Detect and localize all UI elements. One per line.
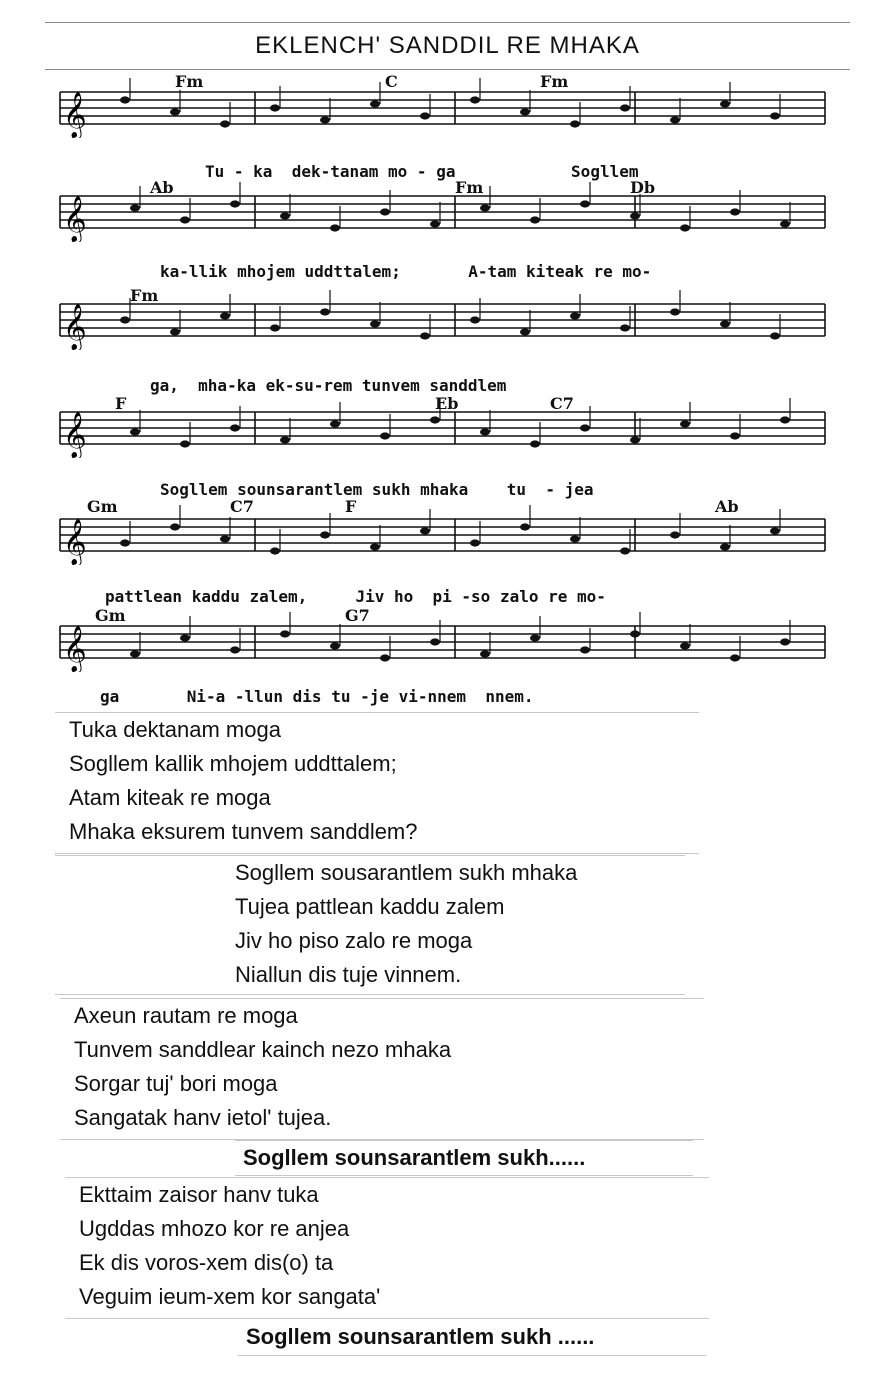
staff-6 bbox=[55, 612, 830, 672]
note-head bbox=[680, 224, 690, 231]
note-head bbox=[380, 432, 390, 439]
verse-line: Sangatak hanv ietol' tujea. bbox=[74, 1105, 332, 1130]
staff-system-6 bbox=[55, 606, 830, 712]
note-head bbox=[380, 208, 390, 215]
note-head bbox=[370, 320, 380, 327]
lyric-line: Tu - ka dek-tanam mo - ga Sogllem bbox=[205, 162, 639, 181]
note-head bbox=[730, 432, 740, 439]
note-head bbox=[380, 654, 390, 661]
note-head bbox=[330, 224, 340, 231]
note-head bbox=[770, 332, 780, 339]
note-head bbox=[280, 212, 290, 219]
note-head bbox=[570, 120, 580, 127]
note-head bbox=[670, 116, 680, 123]
note-head bbox=[730, 654, 740, 661]
verse-line: Tuka dektanam moga bbox=[69, 717, 281, 742]
note-head bbox=[180, 634, 190, 641]
note-head bbox=[780, 416, 790, 423]
note-head bbox=[520, 328, 530, 335]
note-head bbox=[630, 436, 640, 443]
lyric-line: ka-llik mhojem uddttalem; A-tam kiteak re mo- bbox=[160, 262, 652, 281]
note-head bbox=[620, 104, 630, 111]
note-head bbox=[420, 112, 430, 119]
verse-line: Ugddas mhozo kor re anjea bbox=[79, 1216, 350, 1241]
note-head bbox=[170, 328, 180, 335]
treble-clef-icon: 𝄞 bbox=[63, 412, 87, 458]
note-head bbox=[420, 527, 430, 534]
note-head bbox=[470, 96, 480, 103]
note-head bbox=[720, 320, 730, 327]
staff-system-3 bbox=[55, 286, 830, 395]
note-head bbox=[280, 630, 290, 637]
refrain-1: Sogllem sounsarantlem sukh...... bbox=[235, 1140, 693, 1176]
chord: Db bbox=[630, 178, 656, 197]
note-head bbox=[670, 308, 680, 315]
note-head bbox=[580, 424, 590, 431]
note-head bbox=[730, 208, 740, 215]
note-head bbox=[230, 646, 240, 653]
note-head bbox=[430, 416, 440, 423]
chord: F bbox=[115, 394, 127, 413]
chorus-line: Sogllem sousarantlem sukh mhaka bbox=[235, 860, 578, 885]
staff-5 bbox=[55, 505, 830, 565]
staff-3 bbox=[55, 290, 830, 350]
verse-line: Tunvem sanddlear kainch nezo mhaka bbox=[74, 1037, 452, 1062]
note-head bbox=[630, 630, 640, 637]
song-title: EKLENCH' SANDDIL RE MHAKA bbox=[45, 22, 850, 70]
note-head bbox=[480, 204, 490, 211]
note-head bbox=[620, 547, 630, 554]
note-head bbox=[180, 440, 190, 447]
note-head bbox=[320, 308, 330, 315]
note-head bbox=[720, 100, 730, 107]
note-head bbox=[120, 316, 130, 323]
note-head bbox=[170, 523, 180, 530]
note-head bbox=[130, 428, 140, 435]
lyric-line: Sogllem sounsarantlem sukh mhaka tu - jea bbox=[160, 480, 594, 499]
note-head bbox=[420, 332, 430, 339]
refrain-2: Sogllem sounsarantlem sukh ...... bbox=[238, 1318, 706, 1356]
note-head bbox=[630, 212, 640, 219]
chord: G7 bbox=[345, 606, 370, 625]
staff-system-4 bbox=[55, 394, 830, 499]
note-head bbox=[280, 436, 290, 443]
verse-line: Sogllem kallik mhojem uddttalem; bbox=[69, 751, 397, 776]
note-head bbox=[620, 324, 630, 331]
note-head bbox=[530, 634, 540, 641]
note-head bbox=[530, 216, 540, 223]
note-head bbox=[520, 108, 530, 115]
verse-line: Ekttaim zaisor hanv tuka bbox=[79, 1182, 319, 1207]
note-head bbox=[470, 316, 480, 323]
note-head bbox=[130, 204, 140, 211]
chord: C bbox=[385, 72, 398, 91]
note-head bbox=[570, 535, 580, 542]
chord: Gm bbox=[87, 497, 118, 516]
note-head bbox=[430, 638, 440, 645]
note-head bbox=[780, 638, 790, 645]
note-head bbox=[170, 108, 180, 115]
lyric-line: ga, mha-ka ek-su-rem tunvem sanddlem bbox=[150, 376, 507, 395]
note-head bbox=[480, 428, 490, 435]
note-head bbox=[320, 531, 330, 538]
treble-clef-icon: 𝄞 bbox=[63, 92, 87, 138]
chorus-line: Niallun dis tuje vinnem. bbox=[235, 962, 462, 987]
note-head bbox=[120, 96, 130, 103]
chord: Fm bbox=[130, 286, 159, 305]
note-head bbox=[430, 220, 440, 227]
note-head bbox=[470, 539, 480, 546]
verse-line: Atam kiteak re moga bbox=[69, 785, 271, 810]
note-head bbox=[220, 312, 230, 319]
note-head bbox=[220, 120, 230, 127]
note-head bbox=[520, 523, 530, 530]
note-head bbox=[330, 420, 340, 427]
chord: Fm bbox=[455, 178, 484, 197]
note-head bbox=[580, 646, 590, 653]
lyric-line: pattlean kaddu zalem, Jiv ho pi -so zalo re mo- bbox=[105, 587, 606, 606]
verse-line: Veguim ieum-xem kor sangata' bbox=[79, 1284, 381, 1309]
chord: C7 bbox=[550, 394, 574, 413]
note-head bbox=[720, 543, 730, 550]
note-head bbox=[230, 200, 240, 207]
chorus-line: Tujea pattlean kaddu zalem bbox=[235, 894, 505, 919]
verse-line: Ek dis voros-xem dis(o) ta bbox=[79, 1250, 334, 1275]
chorus-line: Jiv ho piso zalo re moga bbox=[235, 928, 473, 953]
lyric-line: ga Ni-a -llun dis tu -je vi-nnem nnem. bbox=[100, 687, 534, 706]
chord: F bbox=[345, 497, 357, 516]
verse-3 bbox=[65, 1177, 709, 1319]
note-head bbox=[370, 100, 380, 107]
note-head bbox=[530, 440, 540, 447]
verse-2 bbox=[60, 998, 704, 1140]
chorus bbox=[55, 855, 685, 995]
chord: Gm bbox=[95, 606, 126, 625]
treble-clef-icon: 𝄞 bbox=[63, 519, 87, 565]
note-head bbox=[230, 424, 240, 431]
note-head bbox=[770, 112, 780, 119]
treble-clef-icon: 𝄞 bbox=[63, 304, 87, 350]
note-head bbox=[330, 642, 340, 649]
note-head bbox=[670, 531, 680, 538]
note-head bbox=[270, 324, 280, 331]
note-head bbox=[130, 650, 140, 657]
note-head bbox=[220, 535, 230, 542]
note-head bbox=[770, 527, 780, 534]
chord: Ab bbox=[150, 178, 174, 197]
staff-system-5 bbox=[55, 497, 830, 606]
verse-1 bbox=[55, 712, 699, 854]
note-head bbox=[580, 200, 590, 207]
note-head bbox=[270, 104, 280, 111]
chord: Fm bbox=[175, 72, 204, 91]
note-head bbox=[270, 547, 280, 554]
verse-line: Mhaka eksurem tunvem sanddlem? bbox=[69, 819, 418, 844]
verse-line: Sorgar tuj' bori moga bbox=[74, 1071, 278, 1096]
chord: C7 bbox=[230, 497, 254, 516]
note-head bbox=[320, 116, 330, 123]
staff-system-2 bbox=[55, 178, 830, 282]
note-head bbox=[780, 220, 790, 227]
chord: Eb bbox=[435, 394, 459, 413]
chord: Ab bbox=[715, 497, 739, 516]
verse-line: Axeun rautam re moga bbox=[74, 1003, 298, 1028]
note-head bbox=[680, 420, 690, 427]
note-head bbox=[370, 543, 380, 550]
note-head bbox=[480, 650, 490, 657]
note-head bbox=[570, 312, 580, 319]
treble-clef-icon: 𝄞 bbox=[63, 626, 87, 672]
staff-system-1 bbox=[55, 72, 830, 181]
staff-1 bbox=[55, 78, 830, 138]
note-head bbox=[680, 642, 690, 649]
note-head bbox=[180, 216, 190, 223]
treble-clef-icon: 𝄞 bbox=[63, 196, 87, 242]
note-head bbox=[120, 539, 130, 546]
chord: Fm bbox=[540, 72, 569, 91]
